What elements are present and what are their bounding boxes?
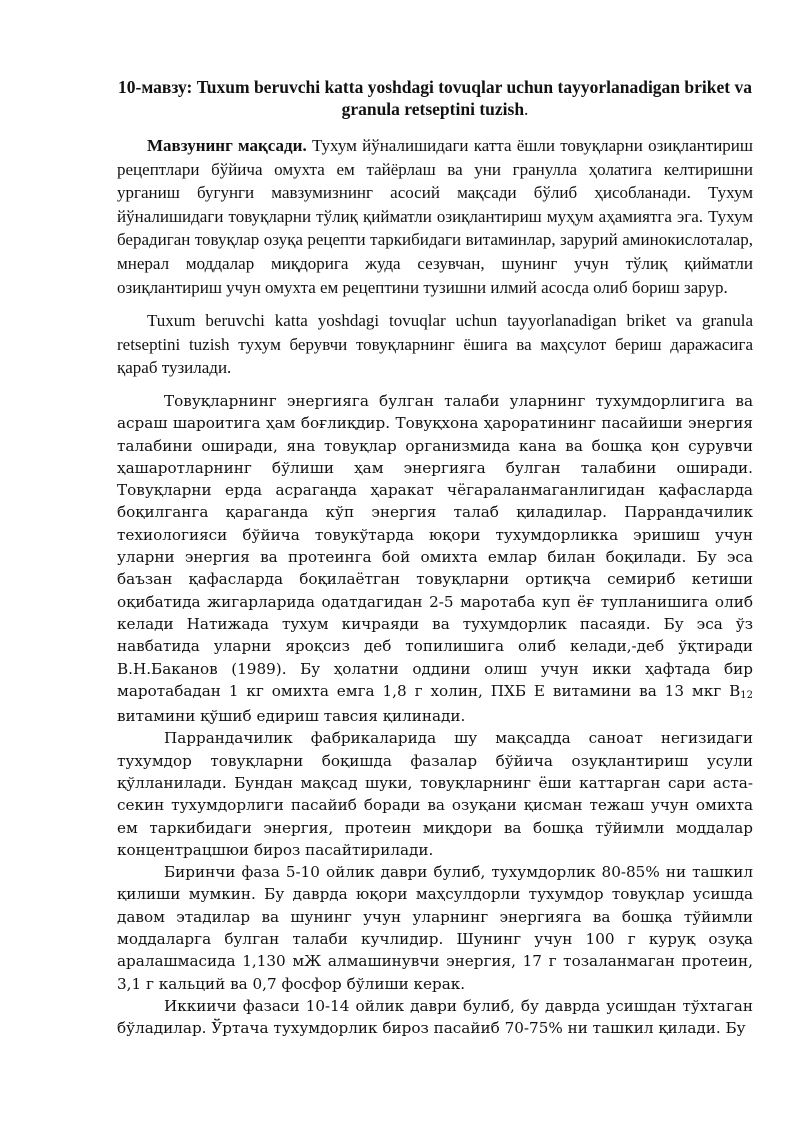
intro-paragraph	[117, 134, 753, 299]
paragraph-2: Tuxum beruvchi katta yoshdagi tovuqlar uchun tayyorlanadigan briket va granula retseptini tuzish тухум берувчи товуқларнинг ёшига ва маҳсулот бериш даражасига қараб тузилади.	[117, 311, 753, 378]
title-prefix: 10-мавзу:	[118, 77, 197, 97]
document-page	[117, 76, 753, 1040]
paragraph-3-text-before: Товуқларнинг энергияга булган талаби уларнинг тухумдорлигига ва асраш шароитига ҳам боғлиқдир. Товуқхона ҳароратининг пасайиши энергия талабини оширади, яна товуқлар организмида кана ва бошқа қон сурувчи ҳашаротларнинг бўлиши ҳам энергияга булган талабини оширади. Товуқларни ерда асрагаңда ҳаракат чёгараланмаганлигидан қафасларда боқилганга қараганда кўп энергия талаб қиладилар. Паррандачилик техиологияси бўйича товукўтарда юқори тухумдорликка эришиш учун уларни энергия ва протеинга бой омихта емлар билан боқилади. Бу эса баъзан қафасларда боқилаётган товуқларни ортиқча семириб кетиши оқибатида жигарларида одатдагидан 2-5 маротаба куп ёғ тупланишига олиб келади Натижада тухум кичраяди ва тухумдорлик пасаяди. Бу эса ўз навбатида уларни яроқсиз деб топилишига олиб келади,-деб ўқтиради В.Н.Баканов (1989). Бу ҳолатни оддини олиш учун икки ҳафтада бир маротабадан 1 кг омихта емга 1,8 г холин, ПХБ Е витамини ва 13 мкг В	[117, 391, 753, 700]
paragraph-3	[117, 390, 753, 727]
paragraph-4: Паррандачилик фабрикаларида шу мақсадда саноат негизидаги тухумдор товуқларни боқишда фазалар бўйича озуқлантириш усули қўлланилади. Бундан мақсад шуки, товуқларнинг ёши каттарган сари аста-секин тухумдорлиги пасайиб боради ва озуқани қисман тежаш учун омихта ем таркибидаги энергия, протеин миқдори ва бошқа тўйимли моддалар концентрацшюи бироз пасайтирилади.	[117, 729, 753, 859]
paragraph-5: Биринчи фаза 5-10 ойлик даври булиб, тухумдорлик 80-85% ни ташкил қилиши мумкин. Бу даврда юқори маҳсулдорли тухумдор товуқлар усишда давом этадилар ва шунинг учун уларнинг энергияга ва бошқа тўйимли моддаларга булган талаби кучлидир. Шунинг учун 100 г куруқ озуқа аралашмасида 1,130 мЖ алмашинувчи энергия, 17 г тозаланмаган протеин, 3,1 г кальций ва 0,7 фосфор бўлиши керак.	[117, 863, 753, 993]
title-text: Tuxum beruvchi katta yoshdagi tovuqlar uchun tayyorlanadigan briket va granula retseptini tuzish	[196, 77, 752, 119]
title-suffix: .	[524, 99, 529, 119]
document-title	[117, 76, 753, 120]
paragraph-6: Иккиичи фазаси 10-14 ойлик даври булиб, бу даврда усишдан тўхтаган бўладилар. Ўртача тухумдорлик бироз пасайиб 70-75% ни ташкил қилади. Бу	[117, 996, 753, 1038]
paragraph-3-text-after: витамини қўшиб едириш тавсия қилинади.	[117, 707, 466, 726]
intro-lead: Мавзунинг мақсади.	[147, 136, 307, 155]
paragraph-3-subscript: 12	[740, 689, 753, 701]
intro-text: Тухум йўналишидаги катта ёшли товуқларни озиқлантириш рецептлари бўйича омухта ем тайёрлаш ва уни гранулла ҳолатига келтиришни урганиш бугунги мавзумизнинг асосий мақсади бўлиб ҳисобланади. Тухум йўналишидаги товуқларни тўлиқ қийматли озиқлантириш муҳум аҳамиятга эга. Тухум берадиган товуқлар озуқа рецепти таркибидаги витаминлар, зарурий аминокислоталар, мнерал моддалар миқдорига жуда сезувчан, шунинг учун тўлиқ қийматли озиқлантириш учун омухта ем рецептини тузишни илмий асосда олиб бориш зарур.	[117, 136, 753, 297]
